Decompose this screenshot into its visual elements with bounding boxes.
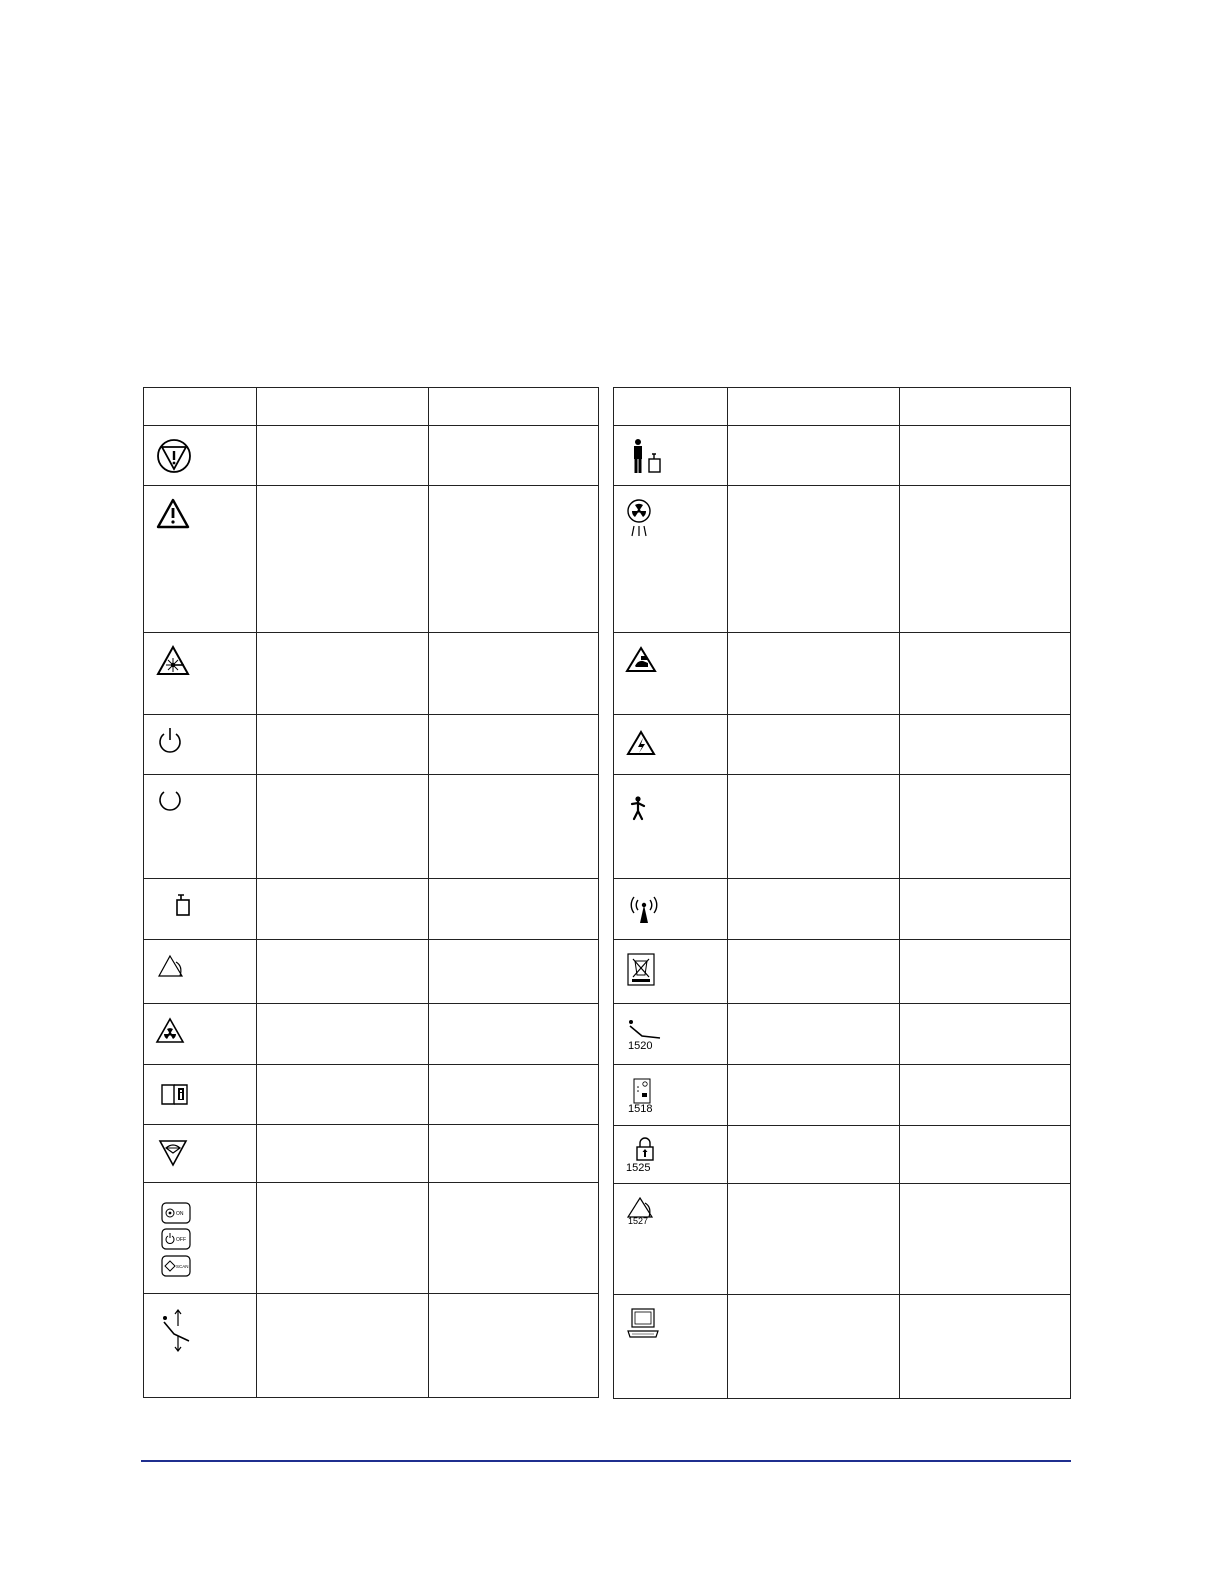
- header-cell-symbol: [144, 388, 257, 426]
- meaning-cell: [727, 715, 899, 775]
- table-row: [144, 1004, 599, 1065]
- table-row: [614, 775, 1071, 879]
- table-row: [614, 715, 1071, 775]
- table-row: [614, 426, 1071, 486]
- table-tilt-icon: [626, 1016, 666, 1040]
- meaning-cell: [727, 426, 899, 486]
- high-voltage-icon: [626, 727, 660, 757]
- location-cell: [428, 486, 598, 633]
- table-row: [614, 633, 1071, 715]
- header-cell-location: [428, 388, 598, 426]
- meaning-cell: [727, 1295, 899, 1399]
- location-cell: [899, 1004, 1070, 1065]
- meaning-cell: [257, 486, 428, 633]
- meaning-cell: [727, 633, 899, 715]
- location-cell: [899, 633, 1070, 715]
- power-standby-icon: [156, 727, 184, 755]
- meaning-cell: [727, 940, 899, 1004]
- symbol-table-left: [143, 387, 599, 1398]
- table-row: [614, 486, 1071, 633]
- meaning-cell: [257, 879, 428, 940]
- table-row: [144, 486, 599, 633]
- table-header-row: [144, 388, 599, 426]
- footer-rule: [141, 1460, 1071, 1462]
- location-cell: [428, 1294, 598, 1398]
- table-row: [614, 1126, 1071, 1184]
- location-cell: [899, 1126, 1070, 1184]
- svg-text:OFF: OFF: [176, 1237, 186, 1243]
- meaning-cell: [727, 1004, 899, 1065]
- hand-crush-warning-icon: [626, 645, 660, 675]
- meaning-cell: [257, 940, 428, 1004]
- header-cell-location: [899, 388, 1070, 426]
- location-cell: [899, 879, 1070, 940]
- table-row: [144, 633, 599, 715]
- location-cell: [899, 486, 1070, 633]
- stop-button-icon: [156, 438, 192, 474]
- laser-radiation-icon: [156, 645, 190, 677]
- meaning-cell: [727, 1126, 899, 1184]
- table-up-down-icon: [156, 1306, 196, 1352]
- meaning-cell: [257, 1125, 428, 1183]
- meaning-cell: [257, 1065, 428, 1125]
- location-cell: [428, 633, 598, 715]
- weee-disposal-icon: [626, 952, 662, 988]
- meaning-cell: [257, 426, 428, 486]
- table-row: [144, 940, 599, 1004]
- control-panel-icon: [626, 1077, 656, 1105]
- location-cell: [428, 1125, 598, 1183]
- meaning-cell: [727, 1065, 899, 1126]
- location-cell: [428, 1065, 598, 1125]
- meaning-cell: [727, 1184, 899, 1295]
- meaning-cell: [257, 1004, 428, 1065]
- table-row: [144, 1125, 599, 1183]
- location-cell: [428, 715, 598, 775]
- emergency-stop-icon: [156, 1137, 190, 1169]
- symbol-number: 1520: [628, 1040, 653, 1052]
- table-row: [614, 1295, 1071, 1399]
- location-cell: [428, 1004, 598, 1065]
- location-cell: [899, 715, 1070, 775]
- table-row: [144, 1065, 599, 1125]
- table-row: [144, 1183, 599, 1294]
- meaning-cell: [257, 775, 428, 879]
- meaning-cell: [257, 1183, 428, 1294]
- pinch-point-icon: [156, 952, 190, 982]
- location-cell: [899, 1184, 1070, 1295]
- meaning-cell: [257, 633, 428, 715]
- lock-icon: [626, 1138, 656, 1162]
- meaning-cell: [257, 1294, 428, 1398]
- warning-triangle-icon: [156, 498, 190, 530]
- header-cell-symbol: [614, 388, 728, 426]
- table-row: [614, 1184, 1071, 1295]
- radiation-warning-icon: [156, 1016, 190, 1046]
- location-cell: [428, 775, 598, 879]
- symbol-number: 1518: [628, 1103, 653, 1115]
- location-cell: [428, 426, 598, 486]
- consult-instructions-icon: [156, 1077, 192, 1107]
- table-row: [614, 879, 1071, 940]
- table-row: [614, 1004, 1071, 1065]
- weight-icon: [156, 891, 192, 921]
- table-row: [144, 1294, 599, 1398]
- symbol-number: 1527: [628, 1216, 649, 1226]
- header-cell-meaning: [257, 388, 428, 426]
- table-row: [144, 775, 599, 879]
- location-cell: [899, 1295, 1070, 1399]
- patient-weight-icon: [626, 438, 666, 478]
- header-cell-meaning: [727, 388, 899, 426]
- svg-text:SCAN: SCAN: [176, 1264, 189, 1269]
- table-header-row: [614, 388, 1071, 426]
- location-cell: [899, 940, 1070, 1004]
- location-cell: [899, 775, 1070, 879]
- x-ray-tube-icon: [626, 498, 656, 540]
- table-row: [614, 940, 1071, 1004]
- meaning-cell: [727, 486, 899, 633]
- svg-text:ON: ON: [176, 1211, 184, 1217]
- symbol-number: 1525: [626, 1162, 651, 1174]
- non-ionizing-radiation-icon: [626, 891, 666, 925]
- location-cell: [428, 940, 598, 1004]
- symbol-table-right: [613, 387, 1071, 1399]
- location-cell: [428, 879, 598, 940]
- meaning-cell: [257, 715, 428, 775]
- meaning-cell: [727, 775, 899, 879]
- table-row: [144, 879, 599, 940]
- power-on-off-icon: [156, 787, 184, 815]
- type-b-applied-part-icon: [626, 787, 656, 821]
- computer-icon: [626, 1307, 662, 1339]
- table-row: [144, 426, 599, 486]
- location-cell: [899, 1065, 1070, 1126]
- table-row: [144, 715, 599, 775]
- on-off-scan-buttons-icon: [156, 1195, 196, 1281]
- location-cell: [428, 1183, 598, 1294]
- table-row: [614, 1065, 1071, 1126]
- meaning-cell: [727, 879, 899, 940]
- location-cell: [899, 426, 1070, 486]
